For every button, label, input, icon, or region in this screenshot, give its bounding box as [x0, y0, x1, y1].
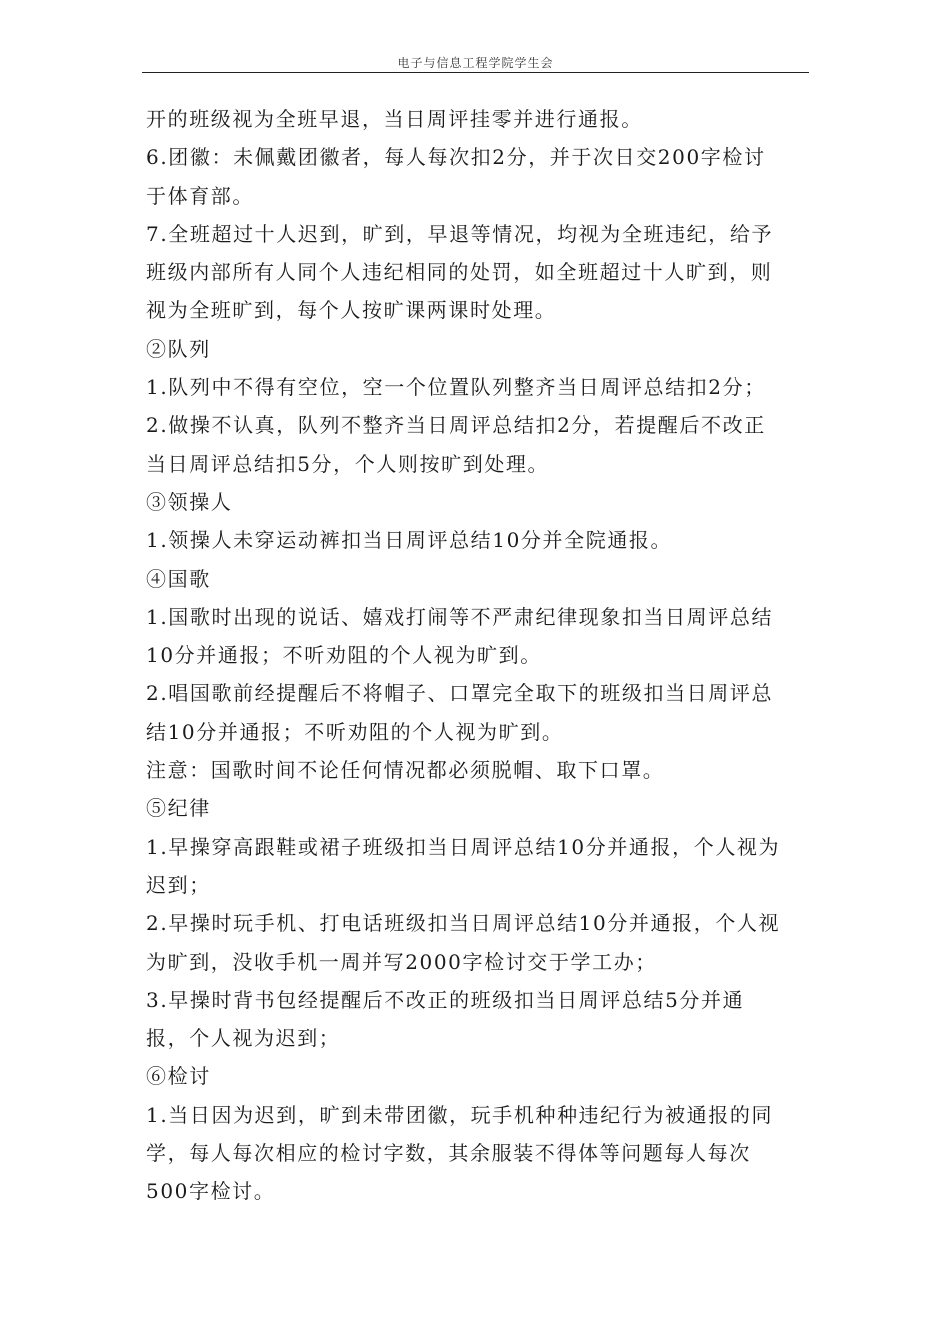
- body-line: 6.团徽：未佩戴团徽者，每人每次扣2分，并于次日交200字检讨: [146, 145, 766, 170]
- section-heading: ④国歌: [146, 566, 211, 591]
- body-line: 1.国歌时出现的说话、嬉戏打闹等不严肃纪律现象扣当日周评总结: [146, 604, 774, 629]
- header-title: 电子与信息工程学院学生会: [397, 56, 554, 70]
- section-heading: ⑤纪律: [146, 796, 211, 821]
- body-line: 结10分并通报；不听劝阻的个人视为旷到。: [146, 719, 564, 744]
- body-line: 2.早操时玩手机、打电话班级扣当日周评总结10分并通报，个人视: [146, 911, 781, 936]
- body-line: 1.领操人未穿运动裤扣当日周评总结10分并全院通报。: [146, 528, 673, 553]
- section-heading: ③领操人: [146, 489, 233, 514]
- body-line: 1.队列中不得有空位，空一个位置队列整齐当日周评总结扣2分；: [146, 375, 766, 400]
- document-body: [146, 100, 816, 1211]
- body-line: 2.做操不认真，队列不整齐当日周评总结扣2分，若提醒后不改正: [146, 413, 766, 438]
- body-line: 当日周评总结扣5分，个人则按旷到处理。: [146, 451, 550, 476]
- body-line: 3.早操时背书包经提醒后不改正的班级扣当日周评总结5分并通: [146, 987, 745, 1012]
- body-line: 开的班级视为全班早退，当日周评挂零并进行通报。: [146, 107, 643, 131]
- body-line: 1.当日因为迟到，旷到未带团徽，玩手机种种违纪行为被通报的同: [146, 1102, 774, 1127]
- body-line: 于体育部。: [146, 183, 254, 208]
- body-line: 班级内部所有人同个人违纪相同的处罚，如全班超过十人旷到，则: [146, 260, 773, 285]
- body-line: 10分并通报；不听劝阻的个人视为旷到。: [146, 643, 542, 668]
- body-line: 500字检讨。: [146, 1179, 276, 1204]
- body-line: 视为全班旷到，每个人按旷课两课时处理。: [146, 298, 557, 323]
- page-header: [142, 52, 809, 73]
- body-line: 迟到；: [146, 872, 211, 897]
- body-line: 为旷到，没收手机一周并写2000字检讨交于学工办；: [146, 949, 657, 974]
- body-line: 7.全班超过十人迟到，旷到，早退等情况，均视为全班违纪，给予: [146, 221, 774, 246]
- body-line: 1.早操穿高跟鞋或裙子班级扣当日周评总结10分并通报，个人视为: [146, 834, 781, 859]
- body-line: 注意：国歌时间不论任何情况都必须脱帽、取下口罩。: [146, 758, 665, 783]
- body-line: 报，个人视为迟到；: [146, 1026, 341, 1051]
- section-heading: ②队列: [146, 336, 211, 361]
- body-line: 学，每人每次相应的检讨字数，其余服装不得体等问题每人每次: [146, 1141, 751, 1166]
- body-line: 2.唱国歌前经提醒后不将帽子、口罩完全取下的班级扣当日周评总: [146, 681, 774, 706]
- section-heading: ⑥检讨: [146, 1064, 211, 1089]
